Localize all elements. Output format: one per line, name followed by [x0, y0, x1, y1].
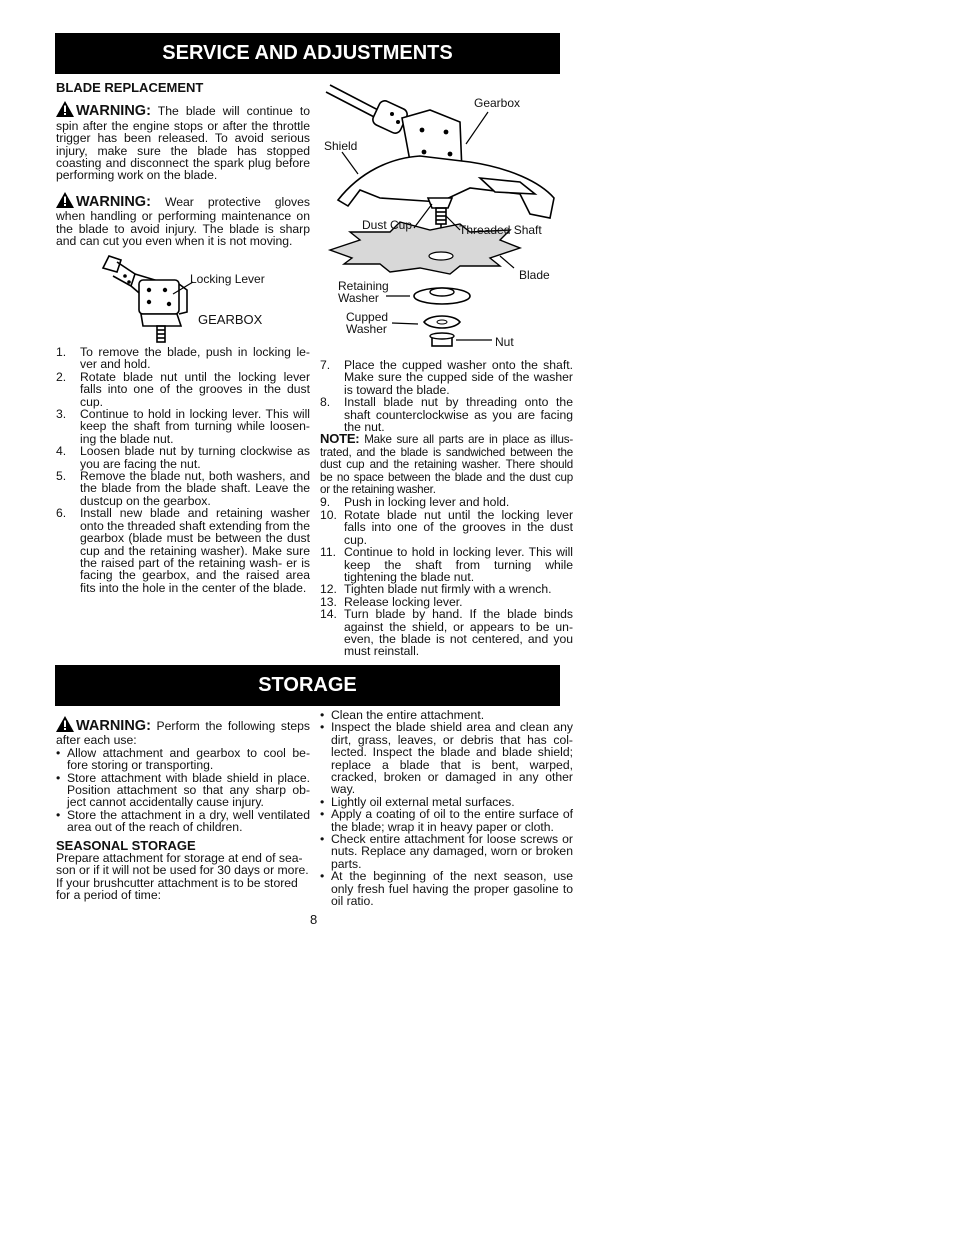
storage-left-column	[56, 716, 310, 902]
bullet-text: Store the attachment in a dry, well ventilated area out of the reach of children.	[67, 807, 310, 835]
dust-cup-label: Dust Cup	[362, 218, 413, 232]
step-number: 3.	[56, 407, 67, 422]
step-number: 5.	[56, 469, 67, 484]
section-title-service: SERVICE AND ADJUSTMENTS	[55, 33, 560, 74]
warning-label: WARNING:	[76, 193, 151, 210]
warning-text: Wear protective gloves when handling or performing maintenance on the blade to avoid injury. The blade is sharp and can cut you even when it is not moving.	[56, 194, 310, 249]
step-item	[320, 509, 573, 546]
step-text: Tighten blade nut firmly with a wrench.	[344, 582, 552, 597]
step-number: 12.	[320, 582, 337, 597]
step-text: Release locking lever.	[344, 594, 463, 609]
step-number: 11.	[320, 545, 337, 560]
bullet-item	[320, 808, 573, 833]
step-item	[320, 546, 573, 583]
step-text: Place the cupped washer onto the shaft. Make sure the cupped side of the washer is toward the blade.	[344, 358, 573, 397]
bullet-dot-icon: •	[56, 807, 61, 822]
step-text: Install new blade and retaining washer onto the threaded shaft extending from the gearbox (blade must be between the dust cup and the retaining washer). Make sure the raised part of the retaining wash- er is facing the gearbox, and the raised area fits into the hole in the center of the blade.	[80, 506, 310, 595]
steps-right-column	[320, 359, 573, 658]
step-number: 9.	[320, 495, 331, 510]
blade-replacement-column	[56, 82, 310, 257]
note-paragraph	[320, 433, 573, 496]
bullet-dot-icon: •	[320, 869, 325, 884]
bullet-text: Store attachment with blade shield in place. Position attachment so that any sharp ob- ject cannot accidentally cause injury.	[67, 770, 310, 810]
step-number: 1.	[56, 345, 67, 359]
step-number: 14.	[320, 607, 337, 622]
retaining-washer-label-2: Washer	[338, 291, 379, 305]
gearbox-caption: GEARBOX	[198, 312, 263, 327]
bullet-text: Inspect the blade shield area and clean any dirt, grass, leaves, or debris that has col- lected. Inspect the blade and blade shield; replace a blade that is bent, warped, cracked, broken or damaged in any other way.	[331, 720, 573, 797]
threaded-shaft-label: Threaded Shaft	[459, 223, 542, 237]
bullet-dot-icon: •	[320, 720, 325, 735]
step-number: 2.	[56, 369, 67, 384]
bullet-dot-icon: •	[320, 832, 325, 847]
warning-triangle-icon	[56, 101, 74, 119]
step-item	[320, 608, 573, 658]
step-text: Rotate blade nut until the locking lever falls into one of the grooves in the dust cup.	[344, 507, 573, 547]
bullet-text: Clean the entire attachment.	[331, 708, 485, 722]
warning-text: The blade will continue to spin after the engine stops or after the throttle trigger has been released. To avoid serious injury, make sure the blade has stopped coasting and disconnect the spark plug before performing work on the blade.	[56, 104, 310, 183]
bullet-text: Allow attachment and gearbox to cool be- fore storing or transporting.	[67, 745, 310, 773]
bullet-item	[56, 747, 310, 772]
step-text: To remove the blade, push in locking le- ver and hold.	[80, 345, 310, 372]
step-item	[56, 445, 310, 470]
storage-right-column	[320, 709, 573, 908]
blade-replacement-heading: BLADE REPLACEMENT	[56, 80, 204, 95]
page-number: 8	[310, 912, 318, 927]
retaining-washer-label-1: Retaining	[338, 279, 389, 293]
step-item	[320, 496, 573, 508]
seasonal-storage-heading: SEASONAL STORAGE	[56, 837, 196, 853]
bullet-item	[320, 833, 573, 870]
bullet-text: Lightly oil external metal surfaces.	[331, 794, 515, 809]
gearbox-label: Gearbox	[474, 96, 521, 110]
note-text: Make sure all parts are in place as illus- trated, and the blade is sandwiched between the dust cup and the retaining washer. There should be no space between the blade and the dust cup or the retaining washer.	[320, 433, 573, 497]
blade-label: Blade	[519, 268, 550, 282]
warning-paragraph-1	[56, 101, 310, 181]
step-item	[56, 470, 310, 507]
bullet-dot-icon: •	[320, 708, 325, 722]
warning-label: WARNING:	[76, 103, 151, 120]
warning-text: Perform the following steps after each use:	[56, 719, 310, 748]
cupped-washer-label-1: Cupped	[346, 310, 389, 324]
step-item	[320, 583, 573, 595]
locking-lever-label: Locking Lever	[190, 272, 265, 286]
bullet-text: At the beginning of the next season, use only fresh fuel having the proper gasoline to oil ratio.	[331, 869, 573, 909]
shield-label: Shield	[324, 139, 358, 153]
step-text: Push in locking lever and hold.	[344, 495, 510, 510]
step-number: 6.	[56, 506, 67, 521]
step-number: 13.	[320, 594, 337, 609]
bullet-dot-icon: •	[56, 745, 61, 760]
step-text: Remove the blade nut, both washers, and the blade from the blade shaft. Leave the dustcup on the gearbox.	[80, 469, 310, 508]
step-item	[56, 408, 310, 445]
bullet-item	[320, 721, 573, 795]
step-number: 10.	[320, 507, 337, 522]
note-label: NOTE:	[320, 431, 360, 447]
bullet-dot-icon: •	[320, 807, 325, 822]
bullet-text: Check entire attachment for loose screws or nuts. Replace any damaged, worn or broken parts.	[331, 832, 573, 871]
bullet-item	[56, 772, 310, 809]
bullet-item	[320, 870, 573, 907]
step-item	[56, 371, 310, 408]
nut-label: Nut	[495, 335, 514, 349]
step-text: Continue to hold in locking lever. This will keep the shaft from turning while tightening the blade nut.	[344, 545, 573, 584]
step-number: 8.	[320, 395, 331, 410]
step-text: Install blade nut by threading onto the shaft counterclockwise as you are facing the nut.	[344, 395, 573, 435]
warning-triangle-icon	[56, 716, 74, 734]
step-item	[320, 359, 573, 396]
step-text: Continue to hold in locking lever. This will keep the shaft from turning while loosen- ing the blade nut.	[80, 407, 310, 446]
storage-warning	[56, 716, 310, 747]
cupped-washer-label-2: Washer	[346, 322, 387, 336]
step-item	[320, 396, 573, 433]
warning-label: WARNING:	[76, 718, 151, 734]
warning-paragraph-2	[56, 192, 310, 248]
section-title-storage: STORAGE	[55, 665, 560, 706]
step-number: 7.	[320, 358, 331, 372]
steps-left-list	[56, 346, 310, 594]
gearbox-illustration	[95, 250, 205, 350]
bullet-text: Apply a coating of oil to the entire surface of the blade; wrap it in heavy paper or cloth.	[331, 807, 573, 834]
step-text: Rotate blade nut until the locking lever falls into one of the grooves in the dust cup.	[80, 369, 310, 409]
step-number: 4.	[56, 444, 67, 459]
bullet-item	[56, 809, 310, 834]
bullet-dot-icon: •	[56, 770, 61, 785]
step-item	[56, 507, 310, 594]
step-text: Loosen blade nut by turning clockwise as you are facing the nut.	[80, 444, 310, 471]
step-item	[56, 346, 310, 371]
seasonal-storage-text: Prepare attachment for storage at end of sea- son or if it will not be used for 30 days or more. If your brushcutter attachment is to be stored for a period of time:	[56, 851, 309, 903]
warning-triangle-icon	[56, 192, 74, 210]
bullet-dot-icon: •	[320, 794, 325, 809]
step-text: Turn blade by hand. If the blade binds against the shield, or appears to be un- even, the blade is not centered, and you must reinstall.	[344, 607, 573, 659]
